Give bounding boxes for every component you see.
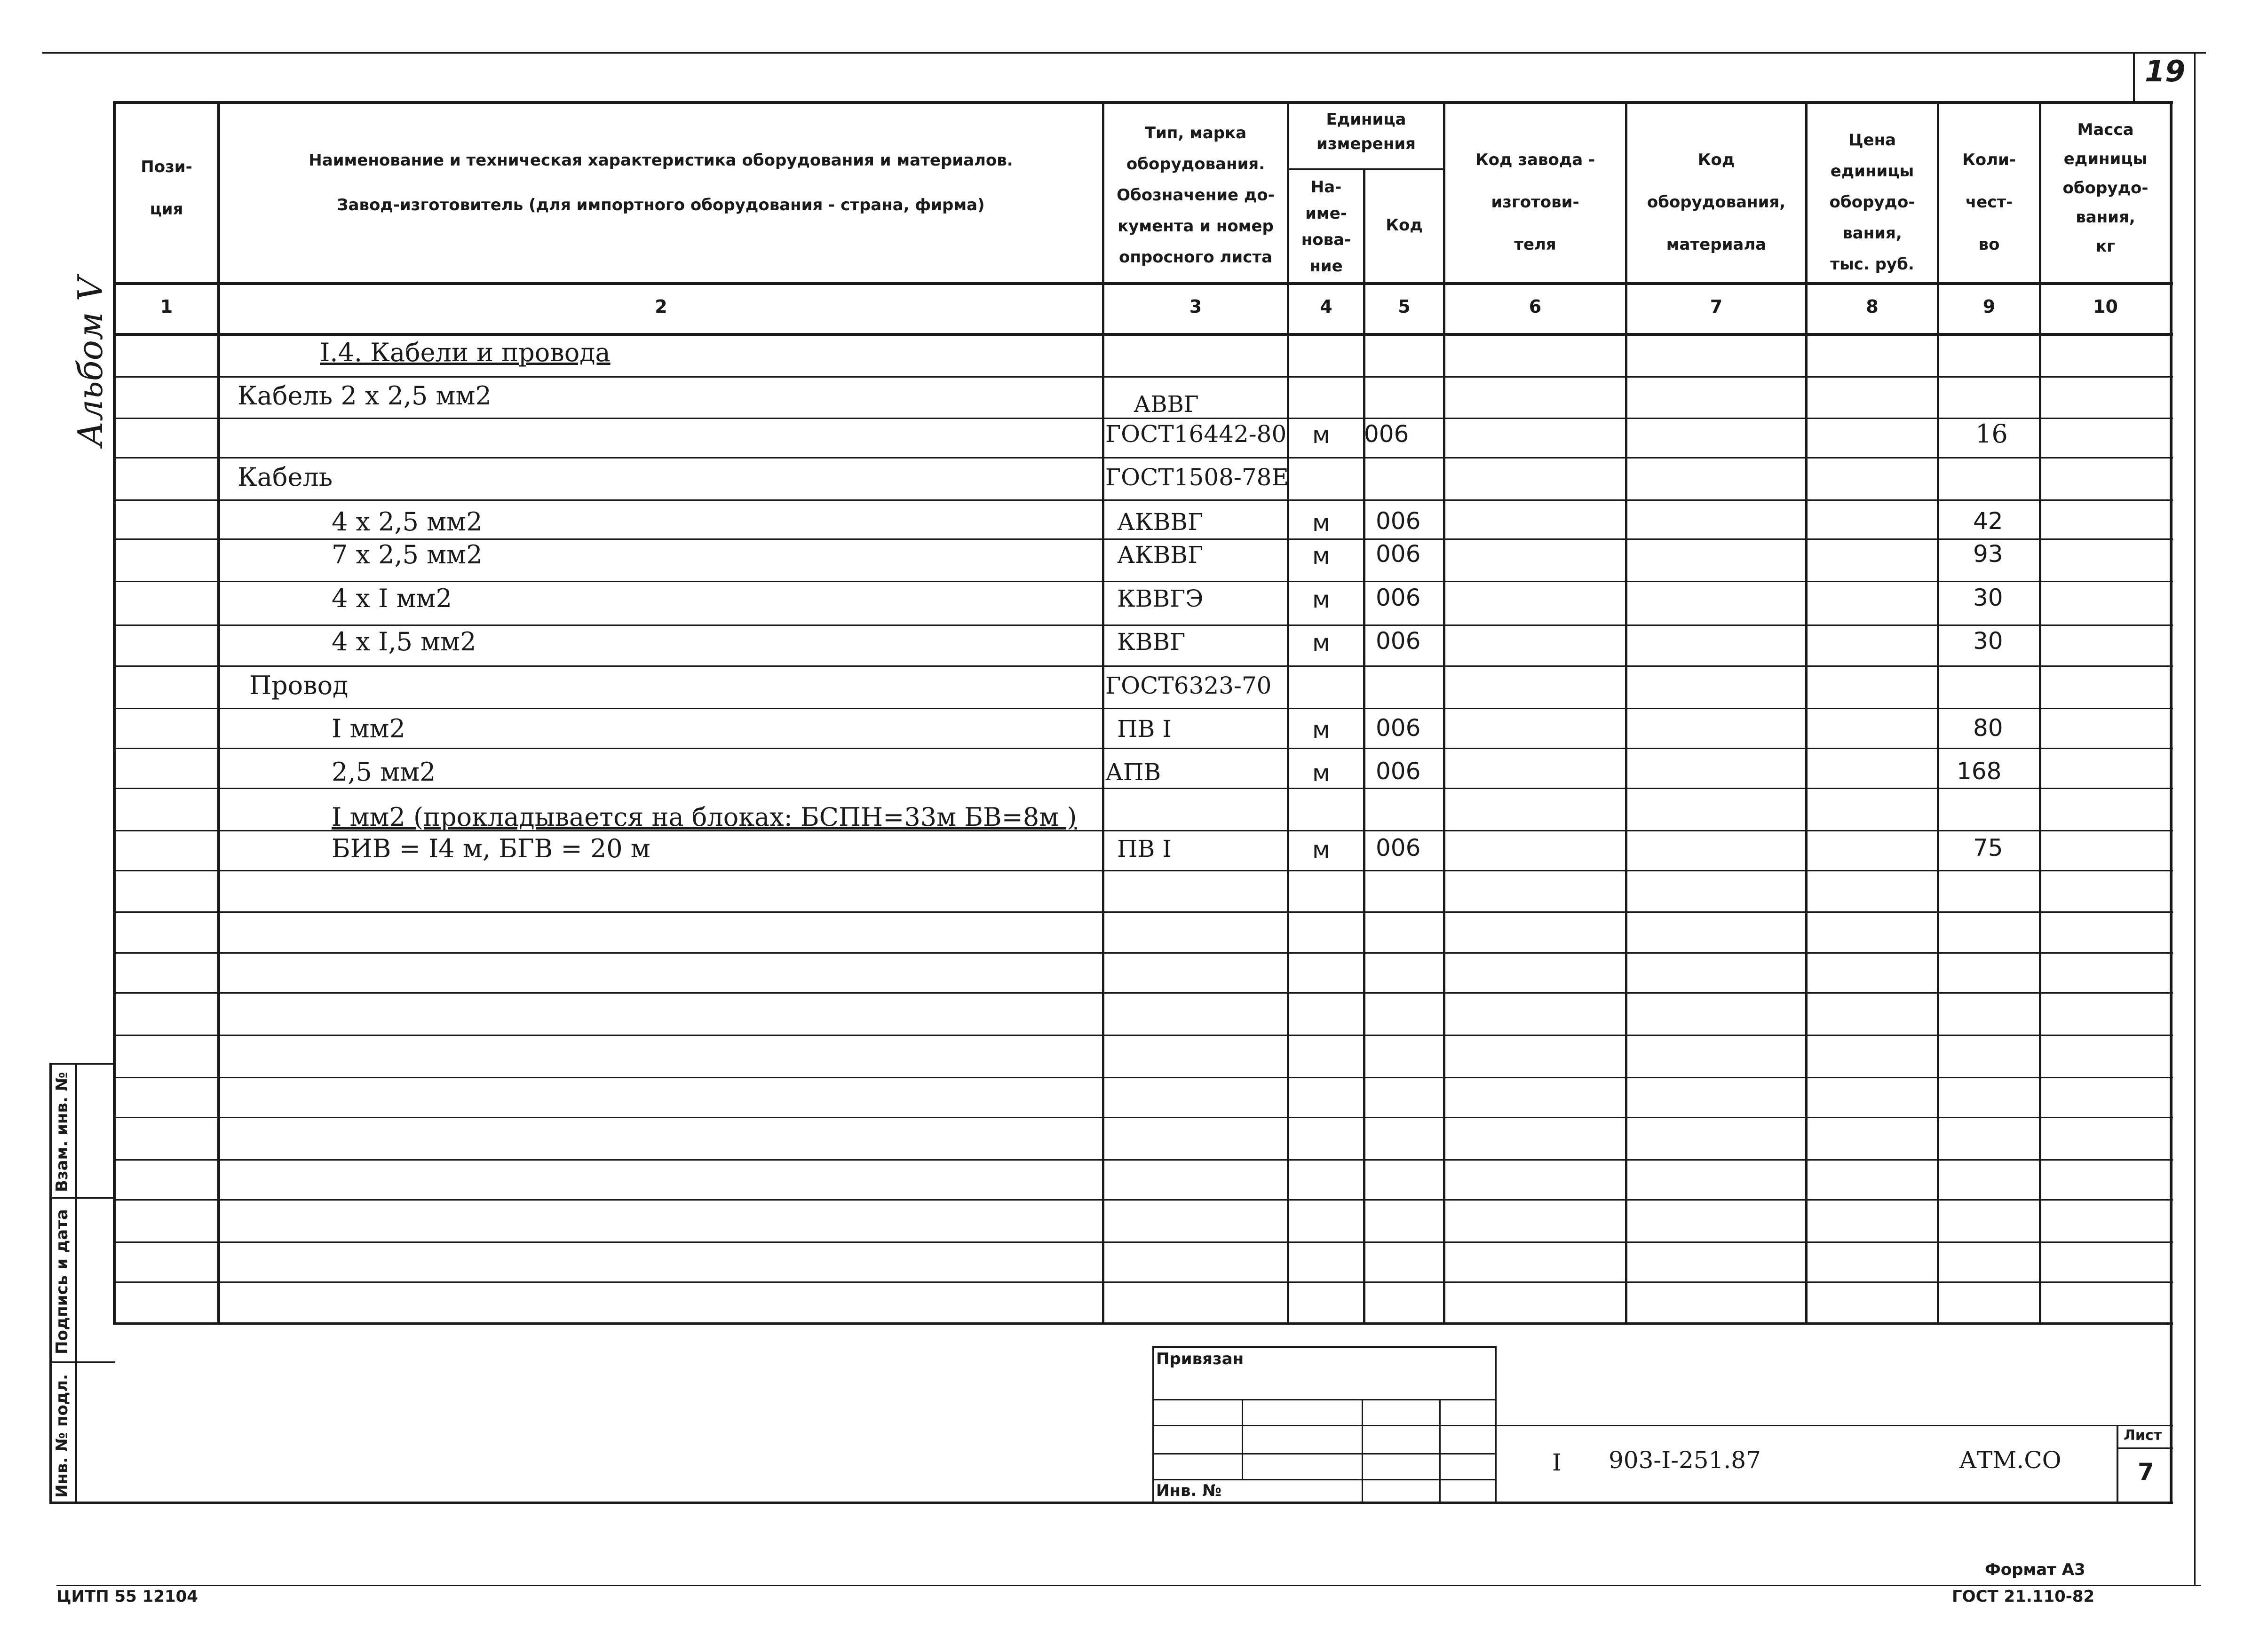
row-line bbox=[113, 1241, 2173, 1243]
col-line-6 bbox=[1625, 101, 1627, 1324]
col-line-3 bbox=[1287, 101, 1289, 1324]
row-line bbox=[113, 499, 2173, 501]
row-1-name: Кабель 2 х 2,5 мм2 bbox=[238, 381, 492, 411]
colnum-3: 3 bbox=[1189, 296, 1202, 317]
col-line-10 bbox=[2170, 101, 2173, 1502]
row-5-code: 006 bbox=[1376, 540, 1421, 568]
row-10-type: АПВ bbox=[1105, 759, 1161, 786]
row-line bbox=[113, 870, 2173, 871]
row-4-unit: м bbox=[1312, 509, 1330, 537]
row-6-qty: 30 bbox=[1973, 584, 2003, 611]
tb-col-2 bbox=[1362, 1399, 1363, 1502]
row-line bbox=[113, 1035, 2173, 1036]
row-7-name: 4 х I,5 мм2 bbox=[332, 627, 476, 656]
row-12-qty: 75 bbox=[1973, 834, 2003, 862]
row-12-name: БИВ = I4 м, БГВ = 20 м bbox=[332, 834, 650, 863]
row-7-unit: м bbox=[1312, 629, 1330, 656]
col-line-9 bbox=[2039, 101, 2041, 1324]
col-line-2 bbox=[1102, 101, 1104, 1324]
row-6-unit: м bbox=[1312, 586, 1330, 613]
row-line bbox=[113, 1281, 2173, 1283]
row-1-type: АВВГ bbox=[1134, 391, 1199, 418]
col-line-0 bbox=[113, 101, 116, 1324]
row-5-name: 7 х 2,5 мм2 bbox=[332, 540, 483, 569]
tb-top bbox=[1152, 1346, 1496, 1348]
top-border bbox=[42, 52, 2206, 54]
row-10-qty: 168 bbox=[1957, 758, 2002, 785]
table-top bbox=[113, 101, 2173, 104]
row-6-code: 006 bbox=[1376, 584, 1421, 611]
colnum-10: 10 bbox=[2093, 296, 2118, 317]
row-line bbox=[113, 708, 2173, 709]
row-11-name: I мм2 (прокладывается на блоках: БСПН=33м БВ=8м ) bbox=[332, 802, 1077, 832]
hdr-col6: Код завода - изготови- теля bbox=[1475, 150, 1595, 254]
row-2-type: ГОСТ16442-80 bbox=[1105, 420, 1287, 448]
row-6-name: 4 х I мм2 bbox=[332, 584, 452, 613]
hdr-col8: Цена единицы оборудо- вания, тыс. руб. bbox=[1829, 131, 1915, 274]
row-7-qty: 30 bbox=[1973, 627, 2003, 655]
row-line bbox=[113, 788, 2173, 789]
row-line bbox=[113, 1199, 2173, 1201]
header-bottom bbox=[113, 282, 2173, 285]
right-edge bbox=[2194, 52, 2196, 1585]
row-12-unit: м bbox=[1312, 836, 1330, 863]
row-9-unit: м bbox=[1312, 716, 1330, 743]
tb-col-3 bbox=[1439, 1399, 1441, 1502]
hdr-col2-line2: Завод-изготовитель (для импортного оборудования - страна, фирма) bbox=[337, 196, 985, 214]
hdr-col3: Тип, марка оборудования. Обозначение до- кумента и номер опросного листа bbox=[1117, 124, 1275, 267]
row-line bbox=[113, 952, 2173, 954]
row-0-name: I.4. Кабели и провода bbox=[320, 338, 611, 367]
unit-group-divider bbox=[1287, 168, 1444, 170]
tb-row-2 bbox=[1152, 1425, 1496, 1426]
colnum-6: 6 bbox=[1529, 296, 1542, 317]
stamp-div-2 bbox=[49, 1361, 115, 1363]
colnum-4: 4 bbox=[1320, 296, 1332, 317]
row-4-qty: 42 bbox=[1973, 507, 2003, 535]
tb-privyazan: Привязан bbox=[1156, 1350, 1244, 1368]
footer-format: Формат А3 bbox=[1985, 1560, 2085, 1579]
row-2-unit: м bbox=[1312, 421, 1330, 449]
hdr-col7: Код оборудования, материала bbox=[1647, 150, 1786, 254]
row-4-type: АКВВГ bbox=[1117, 508, 1204, 536]
tb-doc-number: 903-I-251.87 bbox=[1609, 1446, 1761, 1474]
row-line bbox=[113, 1159, 2173, 1161]
tb-inv-no: Инв. № bbox=[1156, 1481, 1222, 1500]
row-line bbox=[113, 748, 2173, 749]
tb-sheet-label: Лист bbox=[2124, 1427, 2162, 1444]
tb-doc-prefix: I bbox=[1552, 1449, 1562, 1476]
hdr-col1: Пози- ция bbox=[141, 158, 192, 219]
sheet-box-left bbox=[2133, 52, 2135, 101]
col-line-8 bbox=[1937, 101, 1939, 1324]
row-10-unit: м bbox=[1312, 759, 1330, 787]
footer-line bbox=[56, 1585, 2201, 1586]
row-10-name: 2,5 мм2 bbox=[332, 757, 436, 787]
row-6-type: КВВГЭ bbox=[1117, 585, 1204, 612]
row-2-code: 006 bbox=[1364, 420, 1409, 448]
tb-sheet-left bbox=[2117, 1425, 2118, 1502]
tb-row-3 bbox=[1152, 1453, 1496, 1454]
row-line bbox=[113, 1077, 2173, 1078]
row-12-type: ПВ I bbox=[1117, 835, 1172, 862]
row-3-name: Кабель bbox=[238, 462, 333, 492]
frame-bottom bbox=[49, 1502, 2173, 1504]
row-5-unit: м bbox=[1312, 542, 1330, 569]
col-line-4 bbox=[1363, 169, 1365, 1324]
col-line-7 bbox=[1805, 101, 1808, 1324]
row-line bbox=[113, 665, 2173, 667]
hdr-col45-group: Единица измерения bbox=[1316, 110, 1416, 153]
row-line bbox=[113, 1117, 2173, 1118]
row-10-code: 006 bbox=[1376, 758, 1421, 785]
row-line bbox=[113, 911, 2173, 913]
album-label: Альбом V bbox=[71, 277, 110, 447]
stamp-inv-podl: Инв. № подл. bbox=[53, 1374, 71, 1498]
tb-sheet-value: 7 bbox=[2138, 1458, 2154, 1486]
stamp-left bbox=[49, 1063, 52, 1502]
row-line bbox=[113, 581, 2173, 582]
row-9-name: I мм2 bbox=[332, 714, 405, 743]
tb-row-4 bbox=[1152, 1479, 1496, 1480]
colnum-1: 1 bbox=[160, 296, 173, 317]
row-line bbox=[113, 457, 2173, 458]
row-line bbox=[113, 376, 2173, 378]
row-line bbox=[113, 992, 2173, 994]
row-line bbox=[113, 624, 2173, 626]
table-bottom bbox=[113, 1322, 2173, 1325]
row-8-name: Провод bbox=[249, 671, 349, 700]
colnum-9: 9 bbox=[1982, 296, 1996, 317]
row-2-qty: 16 bbox=[1975, 419, 2008, 449]
colnum-2: 2 bbox=[655, 296, 667, 317]
tb-row-1 bbox=[1152, 1399, 1496, 1400]
row-5-qty: 93 bbox=[1973, 540, 2003, 568]
col-line-1 bbox=[217, 101, 220, 1324]
hdr-col5: Код bbox=[1386, 216, 1423, 235]
hdr-col9: Коли- чест- во bbox=[1962, 150, 2016, 254]
row-5-type: АКВВГ bbox=[1117, 541, 1204, 569]
row-3-type: ГОСТ1508-78Е bbox=[1105, 464, 1289, 491]
tb-doc-top bbox=[1496, 1425, 2173, 1426]
row-7-code: 006 bbox=[1376, 627, 1421, 655]
hdr-col10: Масса единицы оборудо- вания, кг bbox=[2062, 120, 2149, 256]
stamp-vzam-inv: Взам. инв. № bbox=[53, 1072, 71, 1192]
row-9-code: 006 bbox=[1376, 714, 1421, 742]
stamp-mid bbox=[75, 1063, 77, 1502]
row-4-name: 4 х 2,5 мм2 bbox=[332, 507, 483, 537]
numbers-bottom bbox=[113, 333, 2173, 336]
hdr-col4: На- име- нова- ние bbox=[1301, 178, 1351, 276]
col-line-5 bbox=[1443, 101, 1445, 1324]
top-sheet-number: 19 bbox=[2145, 54, 2186, 88]
row-4-code: 006 bbox=[1376, 507, 1421, 535]
colnum-7: 7 bbox=[1710, 296, 1723, 317]
footer-gost: ГОСТ 21.110-82 bbox=[1952, 1587, 2095, 1606]
tb-col-1 bbox=[1242, 1399, 1243, 1479]
row-7-type: КВВГ bbox=[1117, 628, 1186, 656]
tb-doc-code: АТМ.СО bbox=[1959, 1446, 2062, 1474]
colnum-5: 5 bbox=[1398, 296, 1411, 317]
colnum-8: 8 bbox=[1866, 296, 1879, 317]
hdr-col2-line1: Наименование и техническая характеристика оборудования и материалов. bbox=[309, 151, 1013, 170]
row-9-type: ПВ I bbox=[1117, 715, 1172, 743]
stamp-podpis-data: Подпись и дата bbox=[53, 1209, 71, 1354]
row-9-qty: 80 bbox=[1973, 714, 2003, 742]
stamp-div-1 bbox=[49, 1197, 115, 1199]
row-8-type: ГОСТ6323-70 bbox=[1105, 672, 1272, 699]
tb-sheet-div bbox=[2117, 1447, 2173, 1449]
row-12-code: 006 bbox=[1376, 834, 1421, 862]
stamp-top bbox=[49, 1063, 115, 1065]
footer-left: ЦИТП 55 12104 bbox=[56, 1587, 198, 1606]
